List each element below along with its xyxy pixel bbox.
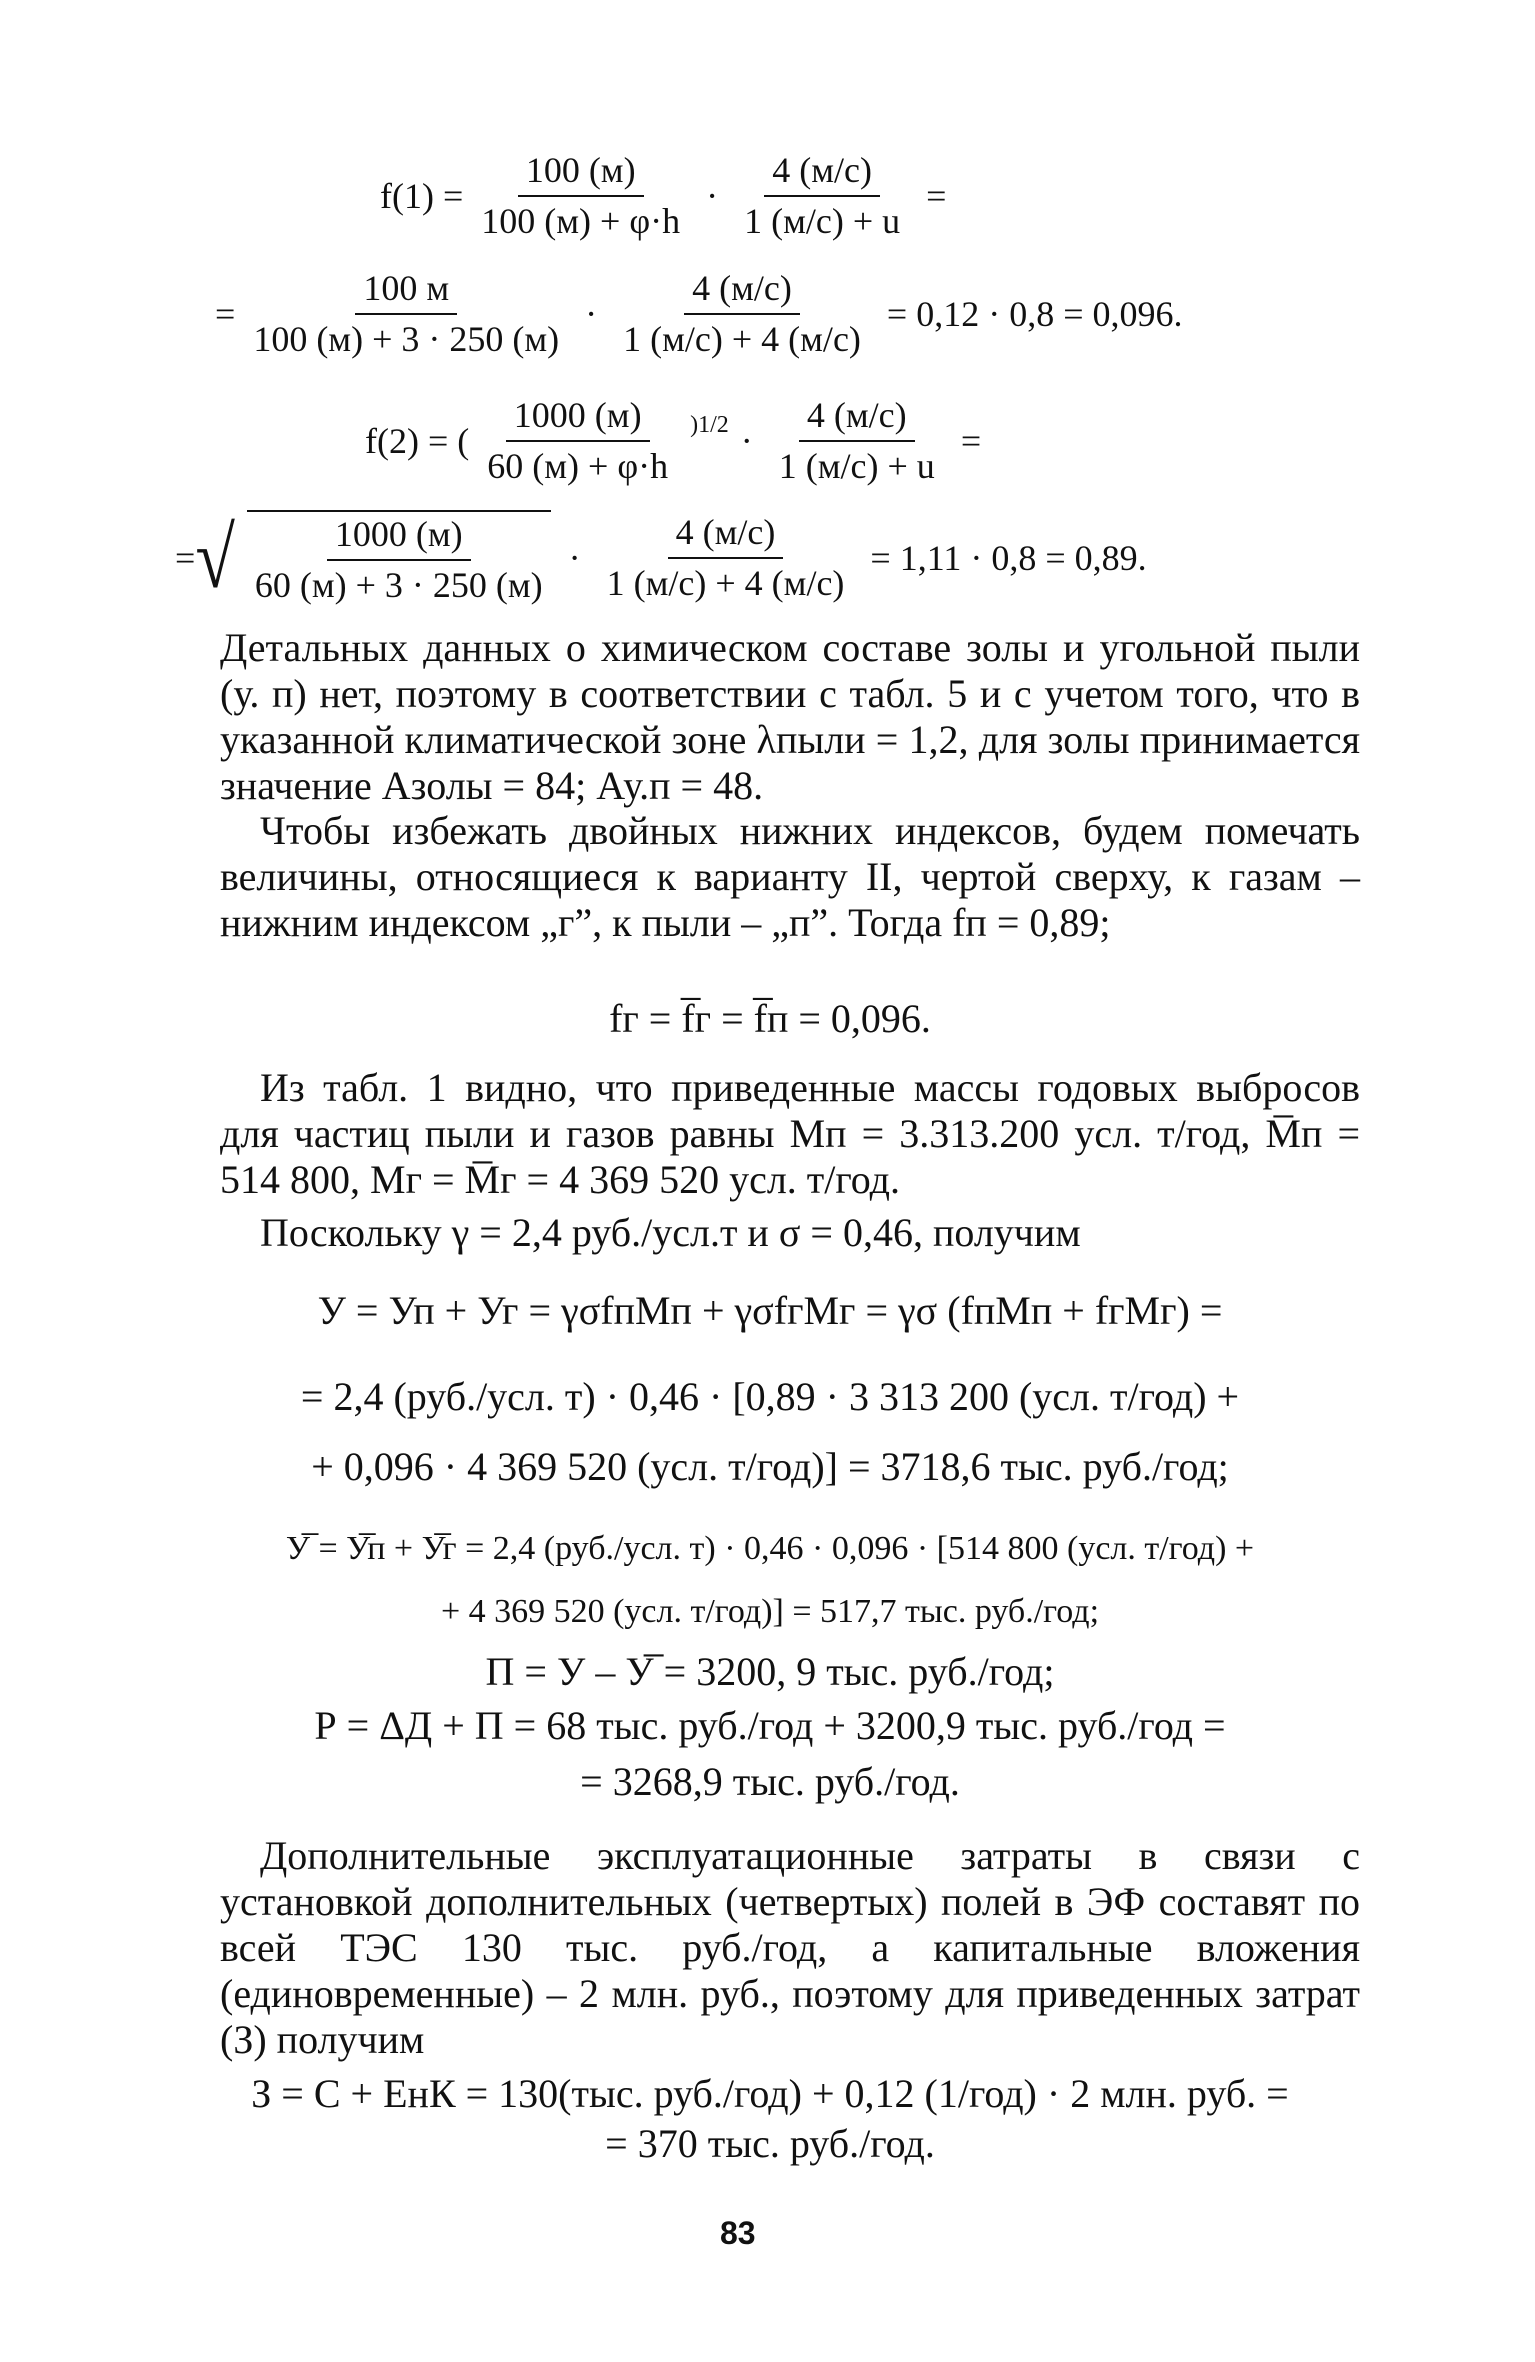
fraction-numerator: 4 (м/с) <box>668 512 784 559</box>
equation-cost-line1: З = С + ЕнК = 130(тыс. руб./год) + 0,12 (1/год) · 2 млн. руб. = <box>251 2071 1289 2116</box>
equation-damage-line2: = 2,4 (руб./усл. т) · 0,46 · [0,89 · 3 313 200 (усл. т/год) + <box>300 1374 1240 1419</box>
fraction <box>599 512 853 605</box>
fraction-denominator: 60 (м) + 3 · 250 (м) <box>254 565 543 606</box>
equation-tail: = <box>960 420 982 461</box>
fraction-denominator: 1 (м/с) + 4 (м/с) <box>606 563 845 604</box>
sqrt-icon: √ <box>195 510 235 607</box>
equation-lhs: f(1) = <box>380 175 464 216</box>
paragraph-emission-masses: Из табл. 1 видно, что приведенные массы годовых выбросов для частиц пыли и газов равны Mп = 3.313.200 усл. т/год, M̅п = 514 800, Mг = M̅г = 4 369 520 усл. т/год. <box>220 1065 1360 1202</box>
fraction <box>245 268 567 361</box>
paragraph-ash-data: Детальных данных о химическом составе золы и угольной пыли (у. п) нет, поэтому в соответствии с табл. 5 и с учетом того, что в указанной климатической зоне λпыли = 1,2, для золы принимается значение Азолы = 84; Ау.п = 48. <box>220 625 1360 808</box>
page-number: 83 <box>720 2215 756 2251</box>
equation-f1-line2 <box>215 268 1191 361</box>
equation-damage-line3: + 0,096 · 4 369 520 (усл. т/год)] = 3718,6 тыс. руб./год; <box>311 1444 1229 1489</box>
equation-lhs: = <box>215 293 236 334</box>
equation-result-line2: = 3268,9 тыс. руб./год. <box>580 1759 960 1804</box>
equation-cost-line2: = 370 тыс. руб./год. <box>605 2121 935 2166</box>
fraction <box>615 268 869 361</box>
fraction-numerator: 100 (м) <box>518 150 644 197</box>
multiply-operator: · <box>706 175 719 216</box>
multiply-operator: · <box>568 537 581 578</box>
fraction <box>771 395 943 488</box>
paragraph-gamma-sigma: Поскольку γ = 2,4 руб./усл.т и σ = 0,46, получим <box>260 1210 1081 1255</box>
equation-f2-line2 <box>175 510 1155 607</box>
fraction-denominator: 1 (м/с) + 4 (м/с) <box>623 319 861 360</box>
fraction-numerator: 1000 (м) <box>506 395 650 442</box>
equation-lhs: f(2) = ( <box>365 420 470 461</box>
paragraph-extra-costs: Дополнительные эксплуатационные затраты в связи с установкой дополнительных (четвертых) полей в ЭФ составят по всей ТЭС 130 тыс. руб./год, а капитальные вложения (единовременные) – 2 млн. руб., поэтому для приведенных затрат (З) получим <box>220 1833 1360 2062</box>
fraction-numerator: 4 (м/с) <box>684 268 800 315</box>
equation-f2-line1 <box>365 395 989 488</box>
fraction <box>736 150 908 243</box>
fraction-numerator: 4 (м/с) <box>799 395 915 442</box>
equation-tail: = <box>926 175 947 216</box>
multiply-operator: · <box>585 293 598 334</box>
fraction-denominator: 60 (м) + φ·h <box>487 446 669 487</box>
square-root <box>195 510 560 607</box>
equation-damage-variant2-line2: + 4 369 520 (усл. т/год)] = 517,7 тыс. руб./год; <box>440 1593 1100 1630</box>
equation-result-line1: Р = ΔД + П = 68 тыс. руб./год + 3200,9 тыс. руб./год = <box>314 1703 1226 1748</box>
fraction-numerator: 100 м <box>355 268 457 315</box>
fraction <box>247 510 551 607</box>
equation-prevented-damage: П = У – У̅ = 3200, 9 тыс. руб./год; <box>485 1649 1055 1694</box>
fraction <box>473 150 688 243</box>
paragraph-index-notation: Чтобы избежать двойных нижних индексов, будем помечать величины, относящиеся к варианту II, чертой сверху, к газам – нижним индексом „г”, к пыли – „п”. Тогда fп = 0,89; <box>220 808 1360 945</box>
equation-tail: = 1,11 · 0,8 = 0,89. <box>870 537 1147 578</box>
fraction-denominator: 100 (м) + φ·h <box>481 201 681 242</box>
equation-damage-line1: У = Уп + Уг = γσfпMп + γσfгMг = γσ (fпMп + fгMг) = <box>317 1288 1223 1333</box>
multiply-operator: · <box>740 420 753 461</box>
fraction-denominator: 1 (м/с) + u <box>744 201 901 242</box>
fraction <box>479 395 676 488</box>
equation-tail: = 0,12 · 0,8 = 0,096. <box>886 293 1183 334</box>
equation-damage-variant2-line1: У̅ = У̅п + У̅г = 2,4 (руб./усл. т) · 0,46 · 0,096 · [514 800 (усл. т/год) + <box>285 1530 1255 1567</box>
equation-lhs: = <box>175 537 196 578</box>
fraction-numerator: 4 (м/с) <box>764 150 880 197</box>
equation-f-gas-dust: fг = f̅г = f̅п = 0,096. <box>609 996 931 1041</box>
fraction-numerator: 1000 (м) <box>327 514 471 561</box>
fraction-denominator: 100 (м) + 3 · 250 (м) <box>253 319 560 360</box>
power-exponent: )1/2 <box>690 411 729 438</box>
fraction-denominator: 1 (м/с) + u <box>778 446 935 487</box>
equation-f1-line1 <box>380 150 954 243</box>
